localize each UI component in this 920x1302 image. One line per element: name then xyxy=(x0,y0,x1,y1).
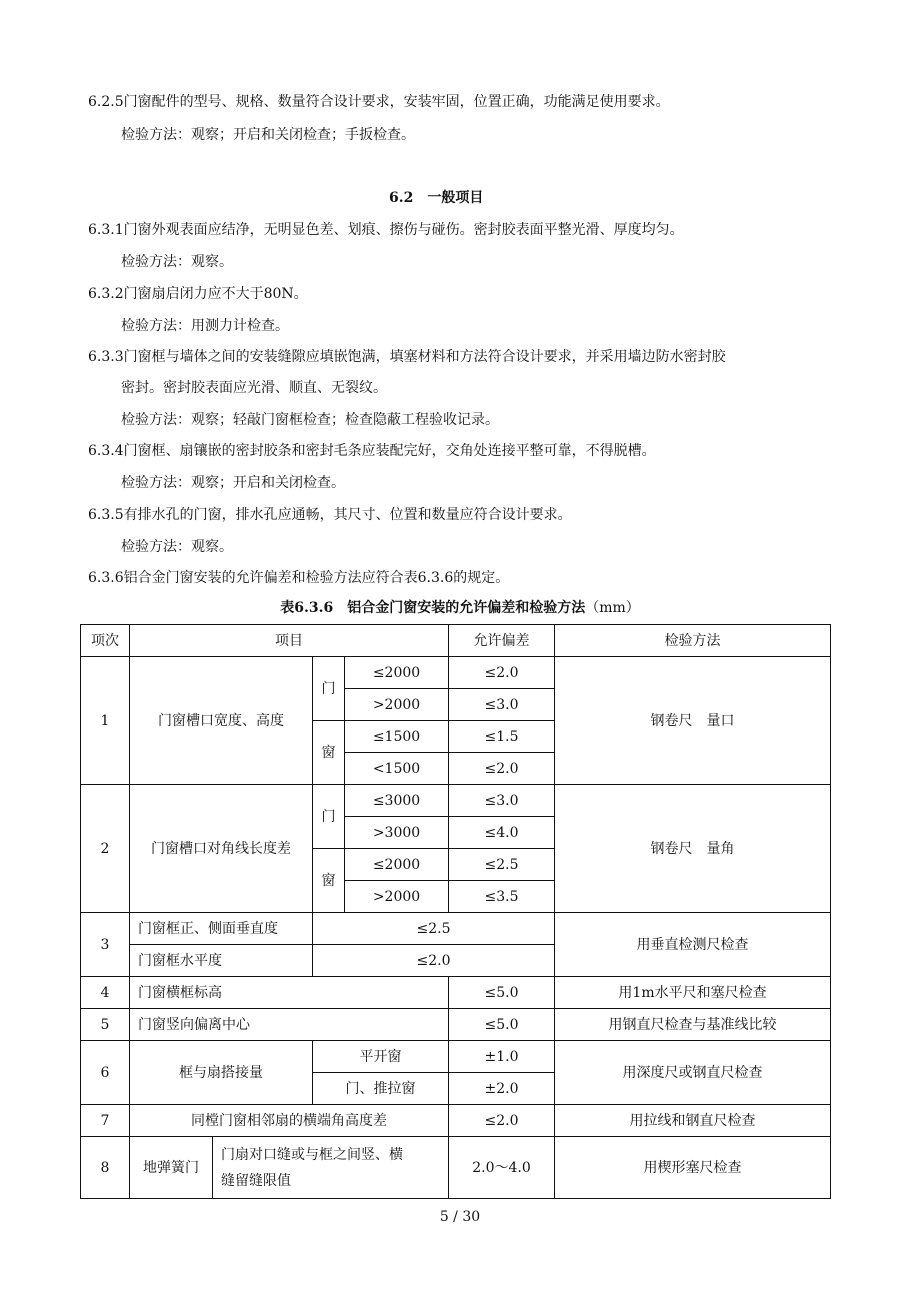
sub-item xyxy=(213,1137,449,1199)
size-cell: >3000 xyxy=(345,817,449,849)
method-6-3-1: 检验方法：观察。 xyxy=(121,254,233,270)
size-cell: ≤1500 xyxy=(345,721,449,753)
size-cell: ≤2000 xyxy=(345,849,449,881)
tolerance-cell: ≤2.0 xyxy=(313,945,555,977)
tolerance-table xyxy=(80,624,831,1199)
table-row xyxy=(81,1041,831,1073)
tolerance-cell: ≤2.0 xyxy=(449,657,555,689)
table-row xyxy=(81,657,831,689)
row-no: 2 xyxy=(81,785,130,913)
row-no: 6 xyxy=(81,1041,130,1105)
tolerance-cell: ≤2.0 xyxy=(449,1105,555,1137)
table-row xyxy=(81,977,831,1009)
paragraph-6-3-5: 6.3.5有排水孔的门窗，排水孔应通畅，其尺寸、位置和数量应符合设计要求。 xyxy=(88,507,572,523)
method-cell: 用1m水平尺和塞尺检查 xyxy=(555,977,831,1009)
tolerance-cell: ≤3.0 xyxy=(449,785,555,817)
header-method: 检验方法 xyxy=(555,625,831,657)
table-header-row xyxy=(81,625,831,657)
section-heading: 6.2 一般项目 xyxy=(389,190,484,206)
page-number: 5 / 30 xyxy=(439,1209,481,1225)
header-no: 项次 xyxy=(81,625,130,657)
tolerance-cell: ≤2.5 xyxy=(449,849,555,881)
tolerance-cell: ±1.0 xyxy=(449,1041,555,1073)
header-item: 项目 xyxy=(130,625,449,657)
row-item: 地弹簧门 xyxy=(130,1137,213,1199)
row-no: 8 xyxy=(81,1137,130,1199)
row-item: 门窗槽口宽度、高度 xyxy=(130,657,313,785)
size-cell: ≤2000 xyxy=(345,657,449,689)
method-6-2-5: 检验方法：观察；开启和关闭检查；手扳检查。 xyxy=(121,127,415,143)
window-label: 窗 xyxy=(313,721,345,785)
door-label: 门 xyxy=(313,785,345,849)
row-item: 门窗竖向偏离中心 xyxy=(130,1009,449,1041)
paragraph-6-3-3-cont: 密封。密封胶表面应光滑、顺直、无裂纹。 xyxy=(121,380,387,396)
tolerance-cell: ≤4.0 xyxy=(449,817,555,849)
door-label: 门 xyxy=(313,657,345,721)
sub-item: 平开窗 xyxy=(313,1041,449,1073)
method-cell: 用垂直检测尺检查 xyxy=(555,913,831,977)
sub-item-line-2: 缝留缝限值 xyxy=(221,1172,291,1189)
size-cell: <1500 xyxy=(345,753,449,785)
row-item: 门窗槽口对角线长度差 xyxy=(130,785,313,913)
method-6-3-4: 检验方法：观察；开启和关闭检查。 xyxy=(121,475,345,491)
row-no: 5 xyxy=(81,1009,130,1041)
tolerance-cell: ≤2.5 xyxy=(313,913,555,945)
sub-item: 门、推拉窗 xyxy=(313,1073,449,1105)
row-no: 3 xyxy=(81,913,130,977)
row-item: 门窗横框标高 xyxy=(130,977,449,1009)
row-item: 框与扇搭接量 xyxy=(130,1041,313,1105)
row-item: 同樘门窗相邻扇的横端角高度差 xyxy=(130,1105,449,1137)
tolerance-cell: ≤5.0 xyxy=(449,1009,555,1041)
tolerance-cell: ±2.0 xyxy=(449,1073,555,1105)
table-row xyxy=(81,785,831,817)
method-cell: 用钢直尺检查与基准线比较 xyxy=(555,1009,831,1041)
paragraph-6-3-4: 6.3.4门窗框、扇镶嵌的密封胶条和密封毛条应装配完好，交角处连接平整可靠，不得脱槽。 xyxy=(88,443,656,459)
header-tolerance: 允许偏差 xyxy=(449,625,555,657)
tolerance-cell: ≤3.0 xyxy=(449,689,555,721)
row-no: 4 xyxy=(81,977,130,1009)
tolerance-cell: 2.0～4.0 xyxy=(449,1137,555,1199)
paragraph-6-3-3: 6.3.3门窗框与墙体之间的安装缝隙应填嵌饱满，填塞材料和方法符合设计要求，并采用墙边防水密封胶 xyxy=(88,349,726,365)
row-no: 1 xyxy=(81,657,130,785)
tolerance-cell: ≤3.5 xyxy=(449,881,555,913)
table-caption-title: 表6.3.6 铝合金门窗安装的允许偏差和检验方法 xyxy=(280,600,586,616)
table-caption xyxy=(0,598,920,618)
method-6-3-3: 检验方法：观察；轻敲门窗框检查；检查隐蔽工程验收记录。 xyxy=(121,412,499,428)
paragraph-6-3-6: 6.3.6铝合金门窗安装的允许偏差和检验方法应符合表6.3.6的规定。 xyxy=(88,570,510,586)
tolerance-cell: ≤5.0 xyxy=(449,977,555,1009)
method-cell: 用楔形塞尺检查 xyxy=(555,1137,831,1199)
method-6-3-2: 检验方法：用测力计检查。 xyxy=(121,318,289,334)
table-caption-unit: （mm） xyxy=(585,600,640,616)
row-item: 门窗框水平度 xyxy=(130,945,313,977)
size-cell: >2000 xyxy=(345,689,449,721)
row-item: 门窗框正、侧面垂直度 xyxy=(130,913,313,945)
table-row xyxy=(81,1009,831,1041)
tolerance-cell: ≤2.0 xyxy=(449,753,555,785)
method-cell: 钢卷尺 量角 xyxy=(555,785,831,913)
method-cell: 钢卷尺 量口 xyxy=(555,657,831,785)
method-cell: 用拉线和钢直尺检查 xyxy=(555,1105,831,1137)
paragraph-6-2-5: 6.2.5门窗配件的型号、规格、数量符合设计要求，安装牢固，位置正确，功能满足使用要求。 xyxy=(88,94,670,110)
paragraph-6-3-2: 6.3.2门窗扇启闭力应不大于80N。 xyxy=(88,286,308,302)
table-row xyxy=(81,1137,831,1199)
sub-item-line-1: 门扇对口缝或与框之间竖、横 xyxy=(221,1146,403,1163)
row-no: 7 xyxy=(81,1105,130,1137)
size-cell: >2000 xyxy=(345,881,449,913)
tolerance-cell: ≤1.5 xyxy=(449,721,555,753)
paragraph-6-3-1: 6.3.1门窗外观表面应结净，无明显色差、划痕、擦伤与碰伤。密封胶表面平整光滑、厚度均匀。 xyxy=(88,222,684,238)
table-row xyxy=(81,1105,831,1137)
size-cell: ≤3000 xyxy=(345,785,449,817)
method-6-3-5: 检验方法：观察。 xyxy=(121,539,233,555)
method-cell: 用深度尺或钢直尺检查 xyxy=(555,1041,831,1105)
window-label: 窗 xyxy=(313,849,345,913)
table-row xyxy=(81,913,831,945)
